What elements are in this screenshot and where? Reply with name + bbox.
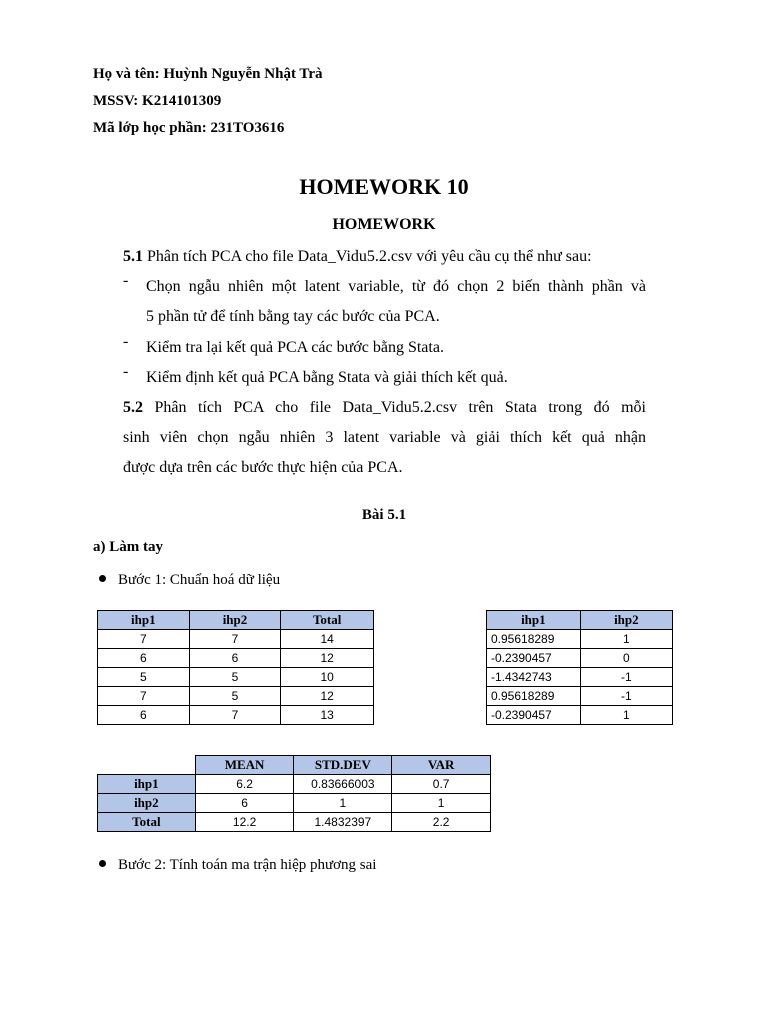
table-row	[98, 687, 374, 706]
bullet-icon	[99, 860, 106, 867]
table-cell: 0.7	[392, 775, 491, 794]
table-cell: 5	[189, 668, 281, 687]
task-5-2-label: 5.2	[123, 399, 143, 416]
table-cell: 13	[281, 706, 374, 725]
table-cell: 0.95618289	[487, 630, 581, 649]
table-row	[487, 630, 673, 649]
row-header: Total	[98, 813, 196, 832]
table-cell: 0.95618289	[487, 687, 581, 706]
task-5-1-intro	[123, 242, 646, 272]
step-1	[99, 572, 280, 589]
standardized-data-table	[486, 610, 673, 725]
table-cell: 7	[98, 630, 190, 649]
column-header: ihp2	[580, 611, 672, 630]
task-5-2-text: Phân tích PCA cho file Data_Vidu5.2.csv trên Stata trong đó mỗi	[143, 399, 646, 416]
table-row	[98, 813, 491, 832]
task-5-1-text: Phân tích PCA cho file Data_Vidu5.2.csv với yêu cầu cụ thể như sau:	[143, 248, 592, 265]
table-header-row	[98, 611, 374, 630]
table-cell: 6	[195, 794, 294, 813]
task-5-1-item-2: Kiểm tra lại kết quả PCA các bước bằng Stata.	[146, 339, 444, 356]
task-5-1-label: 5.1	[123, 248, 143, 265]
table-header-row	[487, 611, 673, 630]
part-a-heading: a) Làm tay	[93, 539, 163, 555]
table-row	[487, 668, 673, 687]
table-cell: 6	[189, 649, 281, 668]
section-heading: HOMEWORK	[332, 216, 436, 233]
table-cell: -1.4342743	[487, 668, 581, 687]
table-cell: 12	[281, 687, 374, 706]
table-cell: 0.83666003	[294, 775, 392, 794]
step-2	[99, 857, 376, 874]
table-cell: 12	[281, 649, 374, 668]
table-cell: 7	[189, 706, 281, 725]
page-title: HOMEWORK 10	[299, 174, 469, 199]
task-5-2-line1	[123, 393, 646, 423]
table-cell: 1	[580, 706, 672, 725]
table-cell: 6.2	[195, 775, 294, 794]
column-header: ihp1	[98, 611, 190, 630]
table-row	[98, 706, 374, 725]
table-cell: 6	[98, 706, 190, 725]
table-cell: 1	[580, 630, 672, 649]
list-dash: -	[123, 363, 129, 380]
column-header: STD.DEV	[294, 756, 392, 775]
table-row	[487, 706, 673, 725]
table-cell: -0.2390457	[487, 649, 581, 668]
task-5-1-item-1-line2: 5 phần tử để tính bằng tay các bước của PCA.	[146, 308, 440, 325]
task-5-1-item-1-line1: Chọn ngẫu nhiên một latent variable, từ đó chọn 2 biến thành phần và	[146, 278, 646, 295]
task-5-2-line3: được dựa trên các bước thực hiện của PCA.	[123, 459, 403, 476]
table-cell: 0	[580, 649, 672, 668]
exercise-heading: Bài 5.1	[361, 507, 407, 523]
table-row	[98, 630, 374, 649]
table-header-row	[98, 756, 491, 775]
bullet-icon	[99, 575, 106, 582]
table-cell: -1	[580, 687, 672, 706]
list-dash: -	[123, 272, 129, 289]
class-code: Mã lớp học phần: 231TO3616	[93, 120, 285, 136]
table-cell: 7	[189, 630, 281, 649]
column-header: Total	[281, 611, 374, 630]
table-row	[98, 775, 491, 794]
table-cell: -1	[580, 668, 672, 687]
table-cell: 7	[98, 687, 190, 706]
raw-data-table	[97, 610, 374, 725]
row-header: ihp1	[98, 775, 196, 794]
column-header: MEAN	[195, 756, 294, 775]
table-cell: 1.4832397	[294, 813, 392, 832]
task-5-2-line2: sinh viên chọn ngẫu nhiên 3 latent variable và giải thích kết quả nhận	[123, 429, 646, 446]
table-cell: 6	[98, 649, 190, 668]
step-2-text: Bước 2: Tính toán ma trận hiệp phương sai	[118, 857, 377, 873]
table-row	[98, 668, 374, 687]
step-1-text: Bước 1: Chuẩn hoá dữ liệu	[118, 572, 281, 588]
table-row	[487, 649, 673, 668]
table-cell: -0.2390457	[487, 706, 581, 725]
table-cell: 5	[98, 668, 190, 687]
student-id: MSSV: K214101309	[93, 93, 222, 109]
table-cell: 12.2	[195, 813, 294, 832]
table-row	[98, 649, 374, 668]
statistics-table	[97, 755, 491, 832]
table-cell: 14	[281, 630, 374, 649]
empty-corner-cell	[98, 756, 196, 775]
column-header: ihp1	[487, 611, 581, 630]
student-name: Họ và tên: Huỳnh Nguyễn Nhật Trà	[93, 66, 323, 82]
table-cell: 10	[281, 668, 374, 687]
table-cell: 1	[294, 794, 392, 813]
table-cell: 2.2	[392, 813, 491, 832]
list-dash: -	[123, 333, 129, 350]
table-row	[487, 687, 673, 706]
table-cell: 1	[392, 794, 491, 813]
table-cell: 5	[189, 687, 281, 706]
row-header: ihp2	[98, 794, 196, 813]
column-header: VAR	[392, 756, 491, 775]
task-5-1-item-3: Kiểm định kết quả PCA bằng Stata và giải thích kết quả.	[146, 369, 508, 386]
column-header: ihp2	[189, 611, 281, 630]
table-row	[98, 794, 491, 813]
